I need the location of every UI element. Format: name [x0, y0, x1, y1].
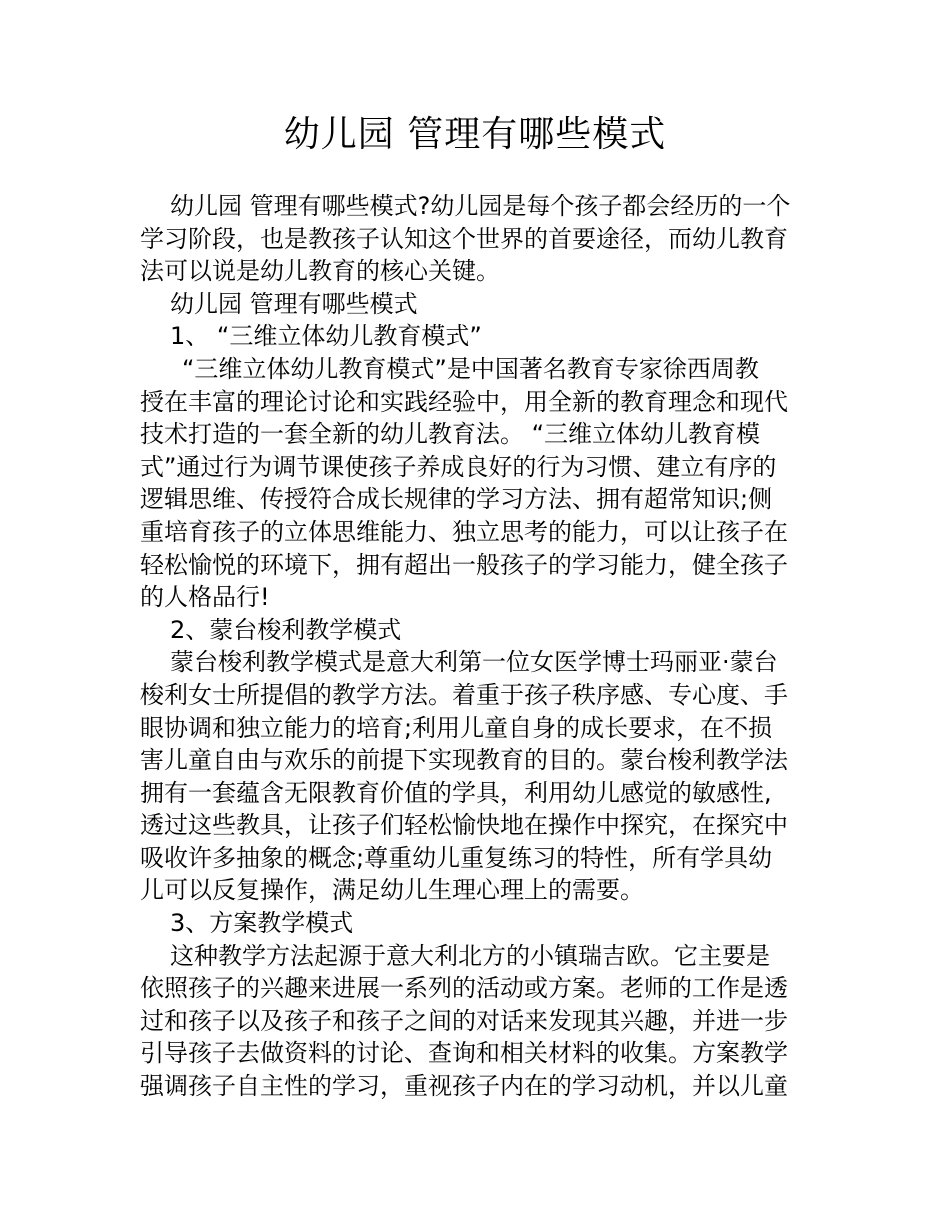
paragraph-line: 逻辑思维、传授符合成长规律的学习方法、拥有超常知识;侧	[140, 485, 773, 514]
paragraph-line: 授在丰富的理论讨论和实践经验中，用全新的教育理念和现代	[140, 387, 788, 416]
section-heading: 2、蒙台梭利教学模式	[170, 615, 402, 644]
paragraph-line: 引导孩子去做资料的讨论、查询和相关材料的收集。方案教学	[140, 1039, 788, 1068]
paragraph-line: 眼协调和独立能力的培育;利用儿童自身的成长要求，在不损	[140, 713, 773, 742]
paragraph-line: “三维立体幼儿教育模式”是中国著名教育专家徐西周教	[182, 354, 759, 383]
paragraph-line: 过和孩子以及孩子和孩子之间的对话来发现其兴趣，并进一步	[140, 1006, 788, 1035]
paragraph-line: 透过这些教具，让孩子们轻松愉快地在操作中探究，在探究中	[140, 811, 788, 840]
paragraph-line: 吸收许多抽象的概念;尊重幼儿重复练习的特性，所有学具幼	[140, 843, 773, 872]
section-heading: 3、方案教学模式	[170, 909, 354, 938]
paragraph-line: 式”通过行为调节课使孩子养成良好的行为习惯、建立有序的	[140, 452, 777, 481]
paragraph-line: 拥有一套蕴含无限教育价值的学具，利用幼儿感觉的敏感性,	[140, 778, 772, 807]
paragraph-line: 的人格品行!	[140, 583, 270, 612]
paragraph-line: 学习阶段，也是教孩子认知这个世界的首要途径，而幼儿教育	[140, 224, 788, 253]
section-heading: 幼儿园 管理有哪些模式	[170, 289, 418, 318]
paragraph-line: 害儿童自由与欢乐的前提下实现教育的目的。蒙台梭利教学法	[140, 746, 788, 775]
paragraph-line: 梭利女士所提倡的教学方法。着重于孩子秩序感、专心度、手	[140, 680, 788, 709]
paragraph-line: 法可以说是幼儿教育的核心关键。	[140, 257, 500, 286]
paragraph-line: 依照孩子的兴趣来进展一系列的活动或方案。老师的工作是透	[140, 974, 788, 1003]
section-heading: 1、 “三维立体幼儿教育模式”	[170, 322, 482, 351]
paragraph-line: 儿可以反复操作，满足幼儿生理心理上的需要。	[140, 876, 644, 905]
paragraph-line: 强调孩子自主性的学习，重视孩子内在的学习动机，并以儿童	[140, 1072, 788, 1101]
document-body	[140, 190, 812, 1103]
document-title: 幼儿园 管理有哪些模式	[283, 114, 667, 155]
paragraph-line: 轻松愉悦的环境下，拥有超出一般孩子的学习能力，健全孩子	[140, 550, 788, 579]
paragraph-line: 重培育孩子的立体思维能力、独立思考的能力，可以让孩子在	[140, 517, 788, 546]
paragraph-line: 幼儿园 管理有哪些模式?幼儿园是每个孩子都会经历的一个	[170, 192, 791, 220]
paragraph-line: 这种教学方法起源于意大利北方的小镇瑞吉欧。它主要是	[170, 941, 770, 970]
paragraph-line: 技术打造的一套全新的幼儿教育法。 “三维立体幼儿教育模	[140, 420, 761, 449]
paragraph-line: 蒙台梭利教学模式是意大利第一位女医学博士玛丽亚·蒙台	[170, 648, 778, 677]
